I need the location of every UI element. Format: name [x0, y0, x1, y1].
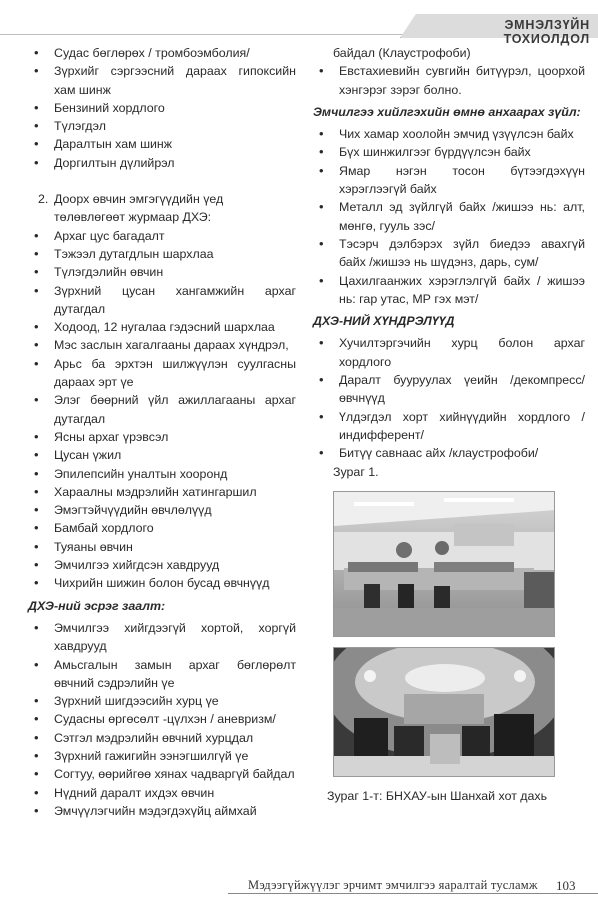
- list-item: • Эмчилгээ хийгдсэн хавдрууд: [28, 556, 296, 574]
- list-item: • Арьс ба эрхтэн шилжүүлэн суулгасны дараах эрт үе: [28, 355, 296, 392]
- hyperbaric-control-room-photo: [333, 491, 555, 637]
- bullet-list: [313, 62, 585, 99]
- list-item: • Судасны өргөсөлт -цүлхэн / аневризм/: [28, 710, 296, 728]
- list-item: • Нүдний даралт ихдэх өвчин: [28, 784, 296, 802]
- list-item: • Зүрхний шигдээсийн хурц үе: [28, 692, 296, 710]
- right-column: [313, 44, 585, 805]
- list-item: • Туяаны өвчин: [28, 538, 296, 556]
- item-text: Доорх өвчин эмгэгүүдийн үед төлөвлөгөөт журмаар ДХЭ:: [54, 192, 224, 225]
- list-item: • Элэг бөөрний үйл ажиллагааны архаг дутагдал: [28, 391, 296, 428]
- list-item: • Ямар нэгэн тосон бүтээгдэхүүн хэрэглээгүй байх: [313, 162, 585, 199]
- list-item: • Доргилтын дүлийрэл: [28, 154, 296, 172]
- list-item: • Ясны архаг үрэвсэл: [28, 428, 296, 446]
- numbered-item: [28, 190, 296, 227]
- continued-text: байдал (Клаустрофоби): [333, 46, 471, 60]
- list-item: • Бүх шинжилгээг бүрдүүлсэн байх: [313, 143, 585, 161]
- list-item: • Даралтын хам шинж: [28, 135, 296, 153]
- list-item: • Чих хамар хоолойн эмчид үзүүлсэн байх: [313, 125, 585, 143]
- item-number: 2.: [38, 192, 49, 207]
- bullet-list: [313, 125, 585, 308]
- header-rule: [0, 34, 408, 35]
- list-item: • Хучилтэргэчийн хурц болон архаг хордлого: [313, 334, 585, 371]
- list-item: • Металл эд зүйлгүй байх /жишээ нь: алт, мөнгө, гууль зэс/: [313, 198, 585, 235]
- list-item: • Тэжээл дутагдлын шархлаа: [28, 245, 296, 263]
- list-item: • Даралт бууруулах үеийн /декомпресс/ өвчнүүд: [313, 371, 585, 408]
- list-item: • Цахилгаанжих хэрэглэлгүй байх / жишээ нь: гар утас, МР гэх мэт/: [313, 272, 585, 309]
- list-item: • Эмэгтэйчүүдийн өвчлөлүүд: [28, 501, 296, 519]
- bullet-list: [28, 227, 296, 593]
- list-item: • Бензиний хордлого: [28, 99, 296, 117]
- list-item: • Хараалны мэдрэлийн хатингаршил: [28, 483, 296, 501]
- figure-caption: Зураг 1-т: БНХАУ-ын Шанхай хот дахь: [327, 788, 548, 803]
- list-item: • Сэтгэл мэдрэлийн өвчний хурцдал: [28, 729, 296, 747]
- section-heading: ДХЭ-ний эсрэг заалт:: [28, 598, 166, 613]
- list-item: • Евстахиевийн сувгийн битүүрэл, цоорхой хэнгэрэг зэрэг болно.: [313, 62, 585, 99]
- list-item: • Чихрийн шижин болон бусад өвчнүүд: [28, 574, 296, 592]
- figure-label: Зураг 1.: [333, 464, 379, 479]
- list-item: • Түлэгдэлийн өвчин: [28, 263, 296, 281]
- list-item: • Зүрхийг сэргээсний дараах гипоксийн хам шинж: [28, 62, 296, 99]
- bullet-list: [313, 334, 585, 462]
- left-column: [28, 44, 296, 820]
- list-item: • Архаг цус багадалт: [28, 227, 296, 245]
- list-item: • Түлэгдэл: [28, 117, 296, 135]
- running-footer: Мэдээгүйжүүлэг эрчимт эмчилгээ яаралтай тусламж: [248, 878, 538, 892]
- section-heading: ДХЭ-НИЙ ХҮНДРЭЛҮҮД: [313, 314, 455, 329]
- hyperbaric-chamber-interior-photo: [333, 647, 555, 777]
- bullet-list: [28, 619, 296, 820]
- list-item: • Эмчүүлэгчийн мэдэгдэхүйц аймхай: [28, 802, 296, 820]
- section-heading: Эмчилгээ хийлгэхийн өмнө анхаарах зүйл:: [313, 104, 581, 119]
- list-item: • Тэсэрч дэлбэрэх зүйл биедээ авахгүй байх /жишээ нь шүдэнз, дарь, сум/: [313, 235, 585, 272]
- list-item: • Ходоод, 12 нугалаа гэдэсний шархлаа: [28, 318, 296, 336]
- list-item: • Эпилепсийн уналтын хооронд: [28, 465, 296, 483]
- list-item: • Эмчилгээ хийгдээгүй хортой, хоргүй хавдрууд: [28, 619, 296, 656]
- list-item: • Согтуу, өөрийгөө хянах чадваргүй байдал: [28, 765, 296, 783]
- bullet-list: [28, 44, 296, 172]
- list-item: • Зүрхний цусан хангамжийн архаг дутагдал: [28, 282, 296, 319]
- list-item: • Бамбай хордлого: [28, 519, 296, 537]
- page-number: 103: [556, 878, 576, 893]
- list-item: • Судас бөглөрөх / тромбоэмболия/: [28, 44, 296, 62]
- list-item: • Битүү савнаас айх /клаустрофоби/: [313, 444, 585, 462]
- list-item: • Цусан үжил: [28, 446, 296, 464]
- list-item: • Амьсгалын замын архаг бөглөрөлт өвчний сэдрэлийн үе: [28, 656, 296, 693]
- list-item: • Мэс заслын хагалгааны дараах хүндрэл,: [28, 336, 296, 354]
- list-item: • Зүрхний гажигийн ээнэгшилгүй үе: [28, 747, 296, 765]
- footer-rule: [228, 893, 598, 894]
- list-item: • Үлдэгдэл хорт хийнүүдийн хордлого / индифферент/: [313, 408, 585, 445]
- running-header: ЭМНЭЛЗҮЙН ТОХИОЛДОЛ: [503, 18, 590, 46]
